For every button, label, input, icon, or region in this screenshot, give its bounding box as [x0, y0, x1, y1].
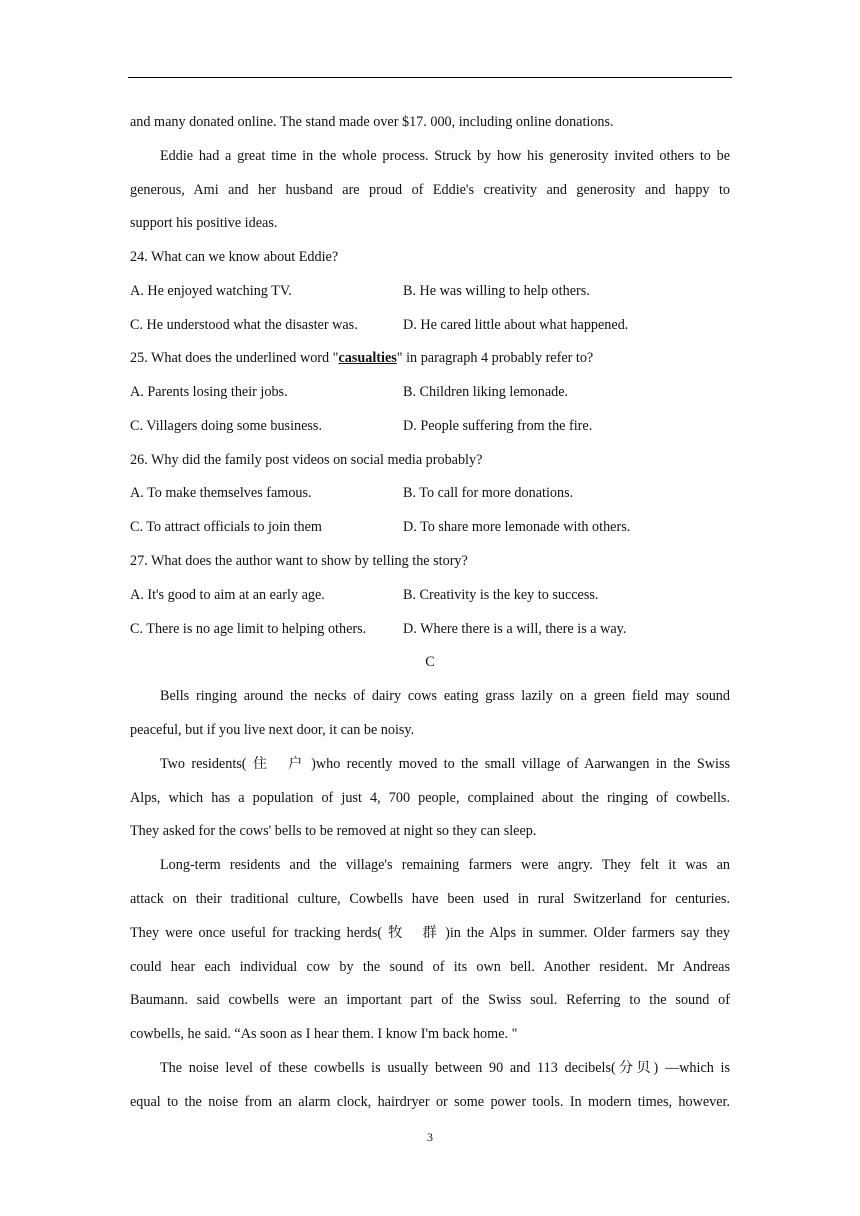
paragraph-line: Baumann. said cowbells were an important part of the Swiss soul. Referring to the sound of: [130, 992, 730, 1008]
page-number: 3: [427, 1130, 433, 1144]
paragraph-line: Bells ringing around the necks of dairy cows eating grass lazily on a green field may sound: [160, 688, 730, 704]
q26-option-d: D. To share more lemonade with others.: [403, 519, 631, 535]
paragraph-line: equal to the noise from an alarm clock, hairdryer or some power tools. In modern times, however.: [130, 1094, 730, 1110]
paragraph-line: peaceful, but if you live next door, it can be noisy.: [130, 722, 415, 738]
text-segment: )who recently moved to the small village of Aarwangen in the Swiss: [311, 756, 730, 772]
q27-option-b: B. Creativity is the key to success.: [403, 587, 599, 603]
text-segment: Two residents(: [160, 756, 247, 772]
paragraph-line: could hear each individual cow by the sound of its own bell. Another resident. Mr Andreas: [130, 959, 730, 975]
q24-option-a: A. He enjoyed watching TV.: [130, 283, 292, 299]
paragraph-line: support his positive ideas.: [130, 215, 278, 231]
question-27-stem: 27. What does the author want to show by telling the story?: [130, 553, 468, 569]
q25-stem-end: " in paragraph 4 probably refer to?: [396, 350, 594, 366]
q24-option-c: C. He understood what the disaster was.: [130, 317, 358, 333]
q25-option-c: C. Villagers doing some business.: [130, 418, 322, 434]
chinese-gloss: 住 户: [252, 756, 312, 772]
q26-option-a: A. To make themselves famous.: [130, 485, 312, 501]
paragraph-line: attack on their traditional culture, Cowbells have been used in rural Switzerland for centuries.: [130, 891, 730, 907]
chinese-gloss: 牧 群: [388, 925, 446, 941]
q25-option-b: B. Children liking lemonade.: [403, 384, 569, 400]
paragraph-line: cowbells, he said. “As soon as I hear them. I know I'm back home. ": [130, 1026, 518, 1042]
paragraph-line: They asked for the cows' bells to be removed at night so they can sleep.: [130, 823, 537, 839]
q24-option-b: B. He was willing to help others.: [403, 283, 590, 299]
question-24-stem: 24. What can we know about Eddie?: [130, 249, 339, 265]
text-segment: They were once useful for tracking herds(: [130, 925, 383, 941]
q26-option-b: B. To call for more donations.: [403, 485, 574, 501]
question-26-stem: 26. Why did the family post videos on social media probably?: [130, 452, 483, 468]
paragraph-line: [160, 754, 730, 774]
q25-stem-start: 25. What does the underlined word ": [130, 350, 339, 366]
q26-option-c: C. To attract officials to join them: [130, 519, 322, 535]
text-segment: )in the Alps in summer. Older farmers say they: [445, 925, 730, 941]
paragraph-line: The noise level of these cowbells is usually between 90 and 113 decibels(分贝) —which is: [160, 1060, 730, 1076]
underlined-word: casualties: [338, 350, 397, 366]
q27-option-a: A. It's good to aim at an early age.: [130, 587, 325, 603]
header-rule: [128, 77, 732, 78]
q24-option-d: D. He cared little about what happened.: [403, 317, 629, 333]
paragraph-line: [130, 923, 730, 943]
q27-option-d: D. Where there is a will, there is a way.: [403, 621, 627, 637]
paragraph-line: Alps, which has a population of just 4, 700 people, complained about the ringing of cowbells.: [130, 790, 730, 806]
question-25-stem: [130, 348, 730, 368]
paragraph-line: generous, Ami and her husband are proud of Eddie's creativity and generosity and happy to: [130, 182, 730, 198]
paragraph-line: Eddie had a great time in the whole process. Struck by how his generosity invited others to be: [160, 148, 730, 164]
q25-option-a: A. Parents losing their jobs.: [130, 384, 288, 400]
paragraph-line: and many donated online. The stand made over $17. 000, including online donations.: [130, 114, 614, 130]
section-heading: C: [425, 654, 435, 670]
q27-option-c: C. There is no age limit to helping others.: [130, 621, 367, 637]
paragraph-line: Long-term residents and the village's remaining farmers were angry. They felt it was an: [160, 857, 730, 873]
q25-option-d: D. People suffering from the fire.: [403, 418, 593, 434]
